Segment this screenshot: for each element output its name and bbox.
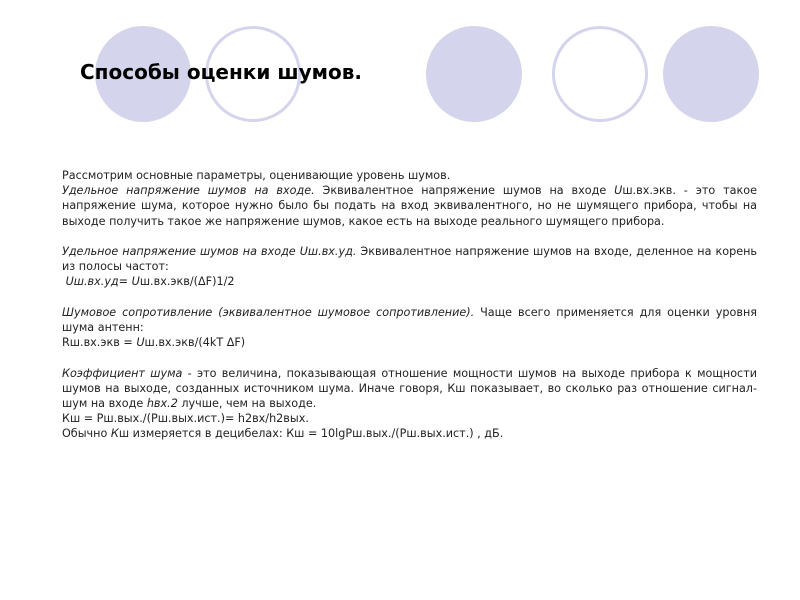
slide-body [62, 168, 757, 442]
paragraph-noise-figure: Коэффициент шума - это величина, показывающая отношение мощности шумов на выходе прибора к мощности шумов на выходе, созданных источником шума. Иначе говоря, Кш показывает, во сколько раз отношение сигнал-шум на входе hвх.2 лучше, чем на выходе. [62, 366, 757, 410]
paragraph-noise-resistance: Шумовое сопротивление (эквивалентное шумовое сопротивление). Чаще всего применяется для оценки уровня шума антенн: [62, 305, 757, 334]
decor-circle-filled-3 [663, 26, 759, 122]
paragraph-specific-noise-voltage: Удельное напряжение шумов на входе Uш.вх.уд. Эквивалентное напряжение шумов на входе, деленное на корень из полосы частот: [62, 245, 758, 274]
decor-circle-ring-2 [552, 26, 648, 122]
formula-specific-noise-voltage: Uш.вх.уд= Uш.вх.экв/(ΔF)1/2 [65, 275, 235, 289]
decor-circle-filled-2 [426, 26, 522, 122]
paragraph-noise-voltage: Удельное напряжение шумов на входе. Эквивалентное напряжение шумов на входе Uш.вх.экв. - это такое напряжение шума, которое нужно было бы подать на вход эквивалентного, но не шумящего прибора, чтобы на выходе получить такое же напряжение шумов, какое есть на выходе реального шумящего прибора. [62, 184, 757, 228]
term-noise-figure: Коэффициент шума [62, 366, 183, 380]
term-specific-noise-voltage: Удельное напряжение шумов на входе Uш.вх.уд. [62, 245, 357, 258]
term-noise-resistance: Шумовое сопротивление (эквивалентное шумовое сопротивление). [62, 305, 475, 319]
paragraph-noise-figure-db: Обычно Кш измеряется в децибелах: Кш = 10lgРш.вых./(Рш.вых.ист.) , дБ. [62, 427, 504, 441]
formula-noise-resistance: Rш.вх.экв = Uш.вх.экв/(4kT ΔF) [62, 336, 246, 350]
term-noise-voltage: Удельное напряжение шумов на входе. [62, 184, 315, 198]
slide-title: Способы оценки шумов. [80, 60, 362, 84]
formula-noise-figure: Кш = Рш.вых./(Рш.вых.ист.)= h2вх/h2вых. [62, 412, 309, 426]
intro-paragraph: Рассмотрим основные параметры, оценивающие уровень шумов. [62, 169, 451, 182]
